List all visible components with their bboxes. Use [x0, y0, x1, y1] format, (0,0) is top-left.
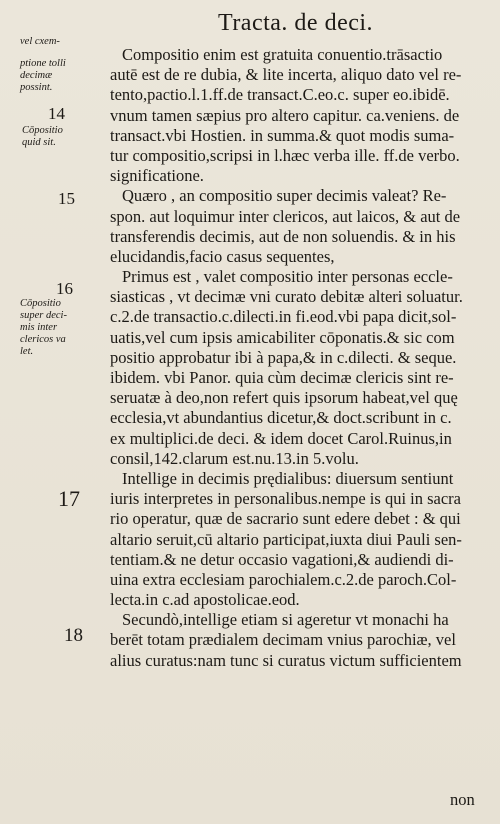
- margin-note-compositio-quid: Cōpositio quid sit.: [22, 125, 63, 148]
- text-line: tento,pactio.l.1.ff.de transact.C.eo.c. super eo.ibidē.: [110, 85, 450, 105]
- text-line: uatis,vel cum ipsis amicabiliter cōponatis.& sic com: [110, 327, 455, 347]
- text-line: transact.vbi Hostien. in summa.& quot modis suma-: [110, 125, 455, 145]
- text-line: Compositio enim est gratuita conuentio.trāsactio: [122, 45, 443, 64]
- text-line: significatione.: [110, 166, 204, 186]
- text-line: tur compositio,scripsi in l.hæc verba ille. ff.de verbo.: [110, 145, 460, 165]
- text-line: autē est de re dubia, & lite incerta, aliquo dato vel re-: [110, 65, 462, 85]
- text-line: siasticas , vt decimæ vni curato debitæ alteri soluatur.: [110, 287, 463, 307]
- text-line: iuris interpretes in personalibus.nempe is qui in sacra: [110, 489, 461, 509]
- text-line: Quæro , an compositio super decimis valeat? Re-: [122, 186, 447, 206]
- text-line: altario seruit,cū altario participat,iuxta diui Pauli sen-: [110, 529, 462, 549]
- text-line: spon. aut loquimur inter clericos, aut laicos, & aut de: [110, 206, 461, 226]
- body-text: [110, 45, 490, 671]
- text-line: rio operatur, quæ de sacrario sunt edere debet : & qui: [110, 509, 461, 529]
- margin-number-18: 18: [64, 625, 83, 646]
- text-line: tentiam.& ne detur occasio vagationi,& audiendi di-: [110, 549, 454, 569]
- margin-note-vel-cxempt: vel cxem-: [20, 36, 60, 47]
- text-line: Intellige in decimis prędialibus: diuersum sentiunt: [122, 468, 454, 488]
- text-line: positio approbatur ibi à papa,& in c.dilecti. & seque.: [110, 347, 457, 367]
- text-line: Secundò,intellige etiam si ageretur vt monachi ha: [122, 610, 449, 630]
- margin-number-17: 17: [58, 486, 80, 511]
- text-line: ex multiplici.de deci. & idem docet Carol.Ruinus,in: [110, 428, 452, 448]
- text-line: alius curatus:nam tunc si curatus victum sufficientem: [110, 650, 462, 670]
- text-line: elucidandis,facio casus sequentes,: [110, 246, 335, 266]
- text-line: consil,142.clarum est.nu.13.in 5.volu.: [110, 448, 359, 468]
- margin-note-exemptione: ptione tolli decimæ possint.: [20, 58, 66, 93]
- text-line: transferendis decimis, aut de non soluendis. & in his: [110, 226, 456, 246]
- text-line: vnum tamen sæpius pro altero capitur. ca.veniens. de: [110, 105, 460, 125]
- text-line: uina extra ecclesiam parochialem.c.2.de paroch.Col-: [110, 569, 457, 589]
- text-line: ecclesia,vt abundantius dicetur,& doct.scribunt in c.: [110, 408, 452, 428]
- running-head: Tracta. de deci.: [218, 10, 374, 36]
- margin-number-15: 15: [58, 189, 75, 208]
- margin-number-14: 14: [48, 104, 65, 123]
- marginalia: [14, 30, 106, 430]
- catchword: non: [450, 790, 475, 809]
- margin-note-compositio-super: Cōpositio super deci- mis inter clericos va let.: [20, 298, 67, 357]
- margin-number-16: 16: [56, 279, 73, 298]
- text-line: lecta.in c.ad apostolicae.eod.: [110, 590, 300, 610]
- text-line: ibidem. vbi Panor. quia cùm decimæ clericis sint re-: [110, 368, 454, 387]
- text-line: berēt totam prædialem decimam vnius parochiæ, vel: [110, 630, 456, 650]
- text-line: Primus est , valet compositio inter personas eccle-: [122, 267, 453, 287]
- text-line: c.2.de transactio.c.dilecti.in fi.eod.vbi papa dicit,sol-: [110, 307, 457, 327]
- text-line: seruatæ à deo,non refert quis ipsorum habeat,vel quę: [110, 388, 458, 408]
